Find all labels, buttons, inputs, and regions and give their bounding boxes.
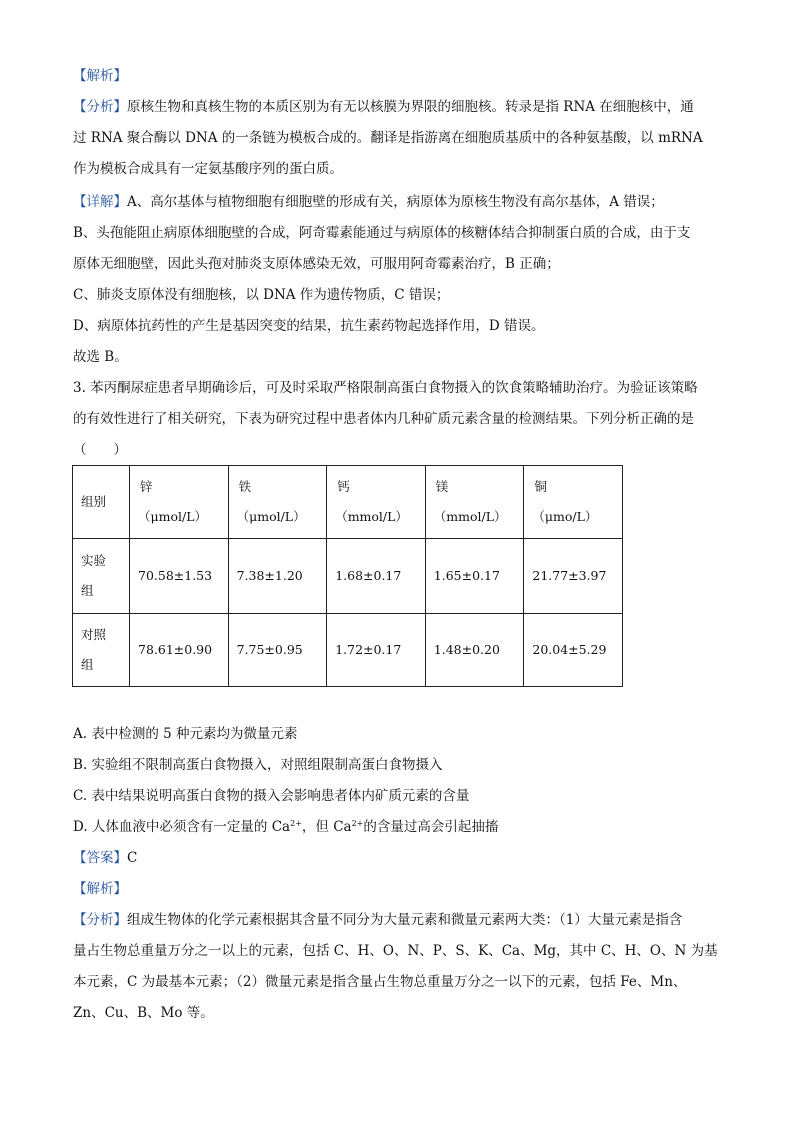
header-iron	[228, 466, 327, 539]
table-cell: 70.58±1.53	[130, 539, 229, 613]
header-name: 镁	[435, 479, 449, 495]
header-unit: （mmol/L）	[335, 509, 408, 525]
analysis-text-line: 作为模板合成具有一定氨基酸序列的蛋白质。	[73, 161, 343, 177]
header-unit: （μmol/L）	[138, 509, 208, 525]
header-zinc	[130, 466, 229, 539]
analysis-tag: 【分析】	[73, 912, 127, 928]
row-group: 对照 组	[73, 613, 130, 686]
table-cell: 7.75±0.95	[228, 613, 327, 686]
header-unit: （μmo/L）	[532, 509, 598, 525]
choose-answer: 故选 B。	[73, 349, 128, 365]
analysis-text-line: 本元素，C 为最基本元素；（2）微量元素是指含量占生物总重量万分之一以下的元素，包括 Fe、Mn、	[73, 974, 687, 990]
analysis-text-line: 量占生物总重量万分之一以上的元素，包括 C、H、O、N、P、S、K、Ca、Mg，其中 C、H、O、N 为基	[73, 943, 718, 959]
table-cell: 1.72±0.17	[327, 613, 426, 686]
analysis-heading: 【解析】	[73, 881, 127, 897]
table-row	[73, 539, 623, 613]
detail-option-d: D、病原体抗药性的产生是基因突变的结果，抗生素药物起选择作用，D 错误。	[73, 318, 545, 334]
mineral-table	[72, 465, 623, 687]
header-name: 铁	[238, 479, 252, 495]
option-d: D. 人体血液中必须含有一定量的 $Ca^{2+}$，但 $Ca^{2+}$的含量过高会引起抽搐	[73, 819, 499, 835]
header-name: 钙	[337, 479, 350, 495]
header-copper	[524, 466, 623, 539]
option-b: B. 实验组不限制高蛋白食物摄入，对照组限制高蛋白食物摄入	[73, 757, 443, 773]
analysis-text-line: 过 RNA 聚合酶以 DNA 的一条链为模板合成的。翻译是指游离在细胞质基质中的各种氨基酸，以 mRNA	[73, 130, 703, 146]
header-name: 铜	[534, 479, 547, 495]
table-cell: 1.48±0.20	[425, 613, 524, 686]
table-cell: 1.65±0.17	[425, 539, 524, 613]
analysis-text: 组成生物体的化学元素根据其含量不同分为大量元素和微量元素两大类：（1）大量元素是指含	[127, 912, 683, 928]
detail-paragraph-line	[73, 192, 664, 212]
detail-option-a: A、高尔基体与植物细胞有细胞壁的形成有关，病原体为原核生物没有高尔基体，A 错误；	[127, 194, 664, 210]
question-stem-line: 3. 苯丙酮尿症患者早期确诊后，可及时采取严格限制高蛋白食物摄入的饮食策略辅助治疗。为验证该策略	[73, 380, 698, 396]
table-row	[73, 613, 623, 686]
header-magnesium	[425, 466, 524, 539]
row-group: 实验 组	[73, 539, 130, 613]
answer-tag: 【答案】	[73, 850, 127, 866]
detail-option-b-cont: 原体无细胞壁，因此头孢对肺炎支原体感染无效，可服用阿奇霉素治疗，B 正确；	[73, 256, 560, 272]
table-cell: 78.61±0.90	[130, 613, 229, 686]
table-cell: 21.77±3.97	[524, 539, 623, 613]
table-cell: 7.38±1.20	[228, 539, 327, 613]
analysis-heading: 【解析】	[73, 68, 127, 84]
question-paren: （ ）	[73, 442, 127, 458]
header-unit: （mmol/L）	[433, 509, 507, 525]
table-header-row	[73, 466, 623, 539]
header-name: 锌	[140, 479, 153, 495]
detail-tag: 【详解】	[73, 194, 127, 210]
detail-option-b: B、头孢能阻止病原体细胞壁的合成，阿奇霉素能通过与病原体的核糖体结合抑制蛋白质的合成，由于支	[73, 225, 691, 241]
superscript: 2+	[290, 819, 302, 828]
table-cell: 20.04±5.29	[524, 613, 623, 686]
analysis-text: 原核生物和真核生物的本质区别为有无以核膜为界限的细胞核。转录是指 RNA 在细胞核中，通	[127, 99, 694, 115]
answer-value: C	[127, 850, 138, 866]
analysis-paragraph-line	[73, 97, 694, 117]
detail-option-c: C、肺炎支原体没有细胞核，以 DNA 作为遗传物质，C 错误；	[73, 287, 450, 303]
analysis-paragraph-line	[73, 910, 682, 930]
analysis-text-line: Zn、Cu、B、Mo 等。	[73, 1005, 214, 1021]
header-group: 组别	[73, 466, 130, 539]
question-stem-line: 的有效性进行了相关研究，下表为研究过程中患者体内几种矿质元素含量的检测结果。下列分析正确的是	[73, 411, 694, 427]
option-a: A. 表中检测的 5 种元素均为微量元素	[73, 726, 298, 742]
analysis-tag: 【分析】	[73, 99, 127, 115]
table-cell: 1.68±0.17	[327, 539, 426, 613]
superscript: 2+	[351, 819, 364, 828]
header-unit: （μmol/L）	[236, 509, 306, 525]
header-calcium	[327, 466, 426, 539]
option-c: C. 表中结果说明高蛋白食物的摄入会影响患者体内矿质元素的含量	[73, 788, 470, 804]
answer-line	[73, 848, 137, 868]
